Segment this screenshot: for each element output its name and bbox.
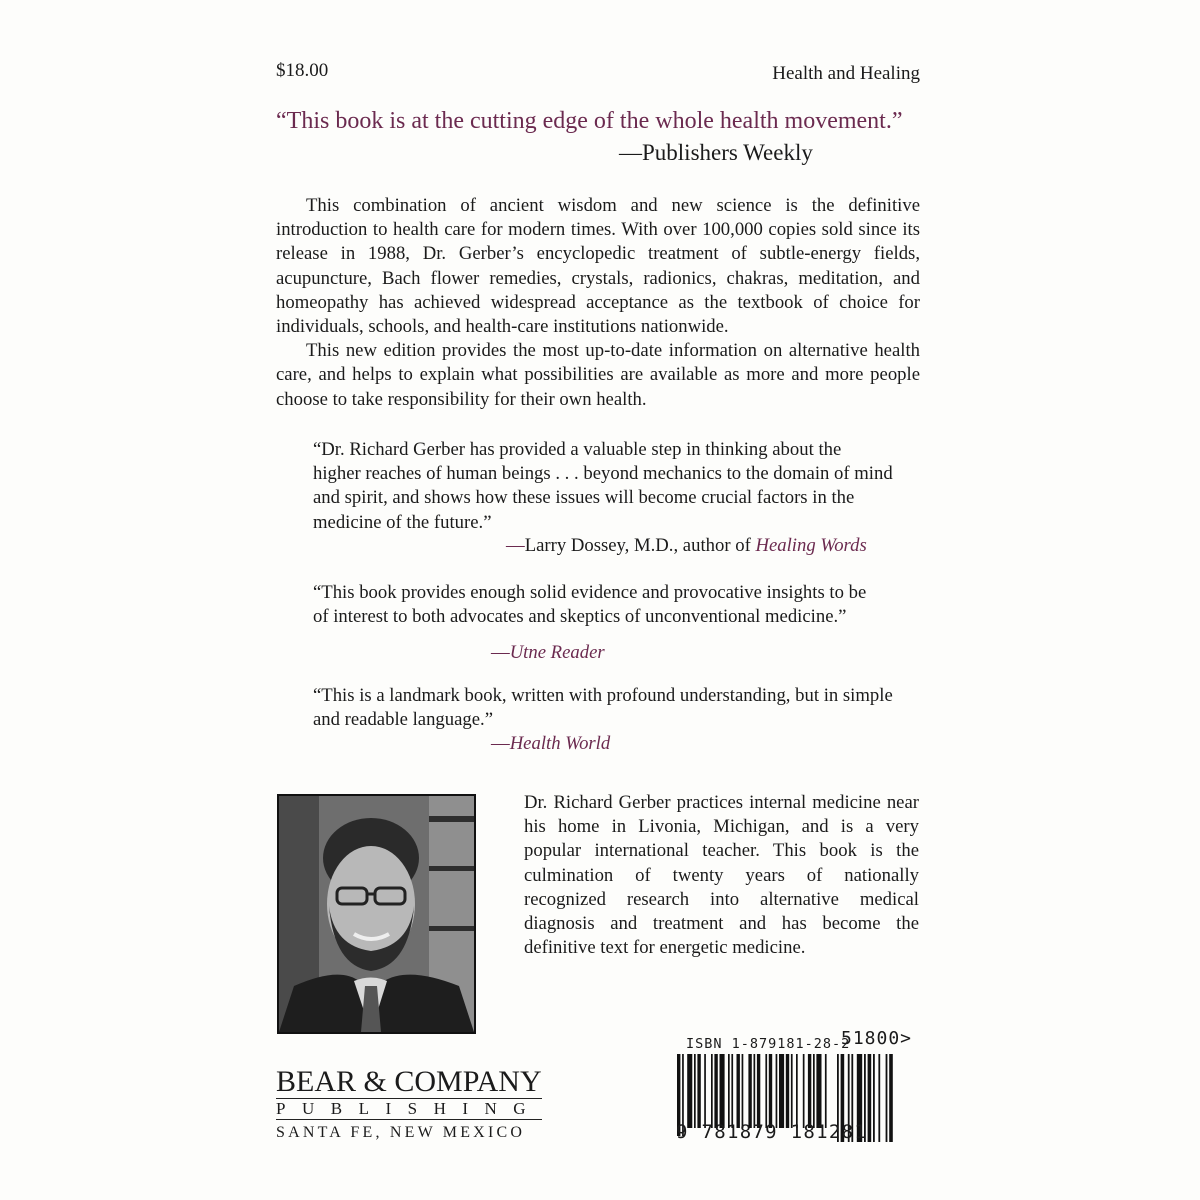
barcode-bar [687, 1054, 692, 1128]
description [276, 194, 920, 412]
barcode-bar [754, 1054, 756, 1128]
barcode-bar [786, 1054, 789, 1128]
review-text: “This is a landmark book, written with profound understanding, but in simple and readable language.” [313, 685, 893, 731]
barcode-bar [711, 1054, 713, 1128]
barcode-bar [697, 1054, 700, 1128]
publisher-name: BEAR & COMPANY [276, 1065, 542, 1098]
barcode-bar [808, 1054, 811, 1128]
description-paragraph-2: This new edition provides the most up-to-date information on alternative health care, and helps to explain what possibilities are available as more and more people choose to take responsibility for their own health. [276, 340, 920, 410]
isbn-label: ISBN 1-879181-28-2 [686, 1036, 851, 1052]
author-photo [277, 794, 476, 1034]
barcode-bar [742, 1054, 744, 1128]
barcode-bar [791, 1054, 793, 1128]
attribution-work: Utne Reader [509, 642, 605, 663]
barcode-number: 9 781879 181281 [676, 1121, 868, 1143]
attribution-dash: — [491, 733, 510, 754]
attribution-dash: — [506, 535, 525, 556]
review-text: “Dr. Richard Gerber has provided a valuable step in thinking about the higher reaches of human beings . . . beyond mechanics to the domain of mind and spirit, and shows how these issues will become crucial factors in the medicine of the future.” [313, 439, 893, 533]
barcode-bar [779, 1054, 784, 1128]
barcode-bar [728, 1054, 730, 1128]
review-health-world [313, 684, 893, 754]
pull-quote-source: —Publishers Weekly [619, 140, 813, 165]
attribution-dash: — [491, 642, 510, 663]
attribution-work: Health World [509, 733, 611, 754]
publisher-subtitle: PUBLISHING [276, 1099, 543, 1118]
review-attribution [491, 732, 610, 756]
barcode-bar [737, 1054, 740, 1128]
barcode-bar [748, 1054, 751, 1128]
review-text: “This book provides enough solid evidence and provocative insights to be of interest to both advocates and skeptics of unconventional medicine.” [313, 582, 867, 628]
publisher-logo [276, 1066, 542, 1144]
barcode-bar [714, 1054, 717, 1128]
attribution-work: Healing Words [755, 535, 867, 556]
barcode-addon-bar [868, 1054, 872, 1142]
review-attribution [491, 641, 605, 665]
barcode-bar [704, 1054, 706, 1128]
barcode-addon-bar [886, 1054, 888, 1142]
barcode-bar [796, 1054, 798, 1128]
barcode-addon-bar [873, 1054, 875, 1142]
publisher-location: SANTA FE, NEW MEXICO [276, 1124, 526, 1141]
price-addon-number: 51800> [841, 1028, 913, 1049]
barcode-bar [769, 1054, 772, 1128]
barcode-addon-bar [889, 1054, 893, 1142]
category-label: Health and Healing [772, 63, 920, 84]
author-bio: Dr. Richard Gerber practices internal medicine near his home in Livonia, Michigan, and is a very popular international teacher. This book is the culmination of twenty years of nationally recognized research into alternative medical diagnosis and treatment and has become the definitive text for energetic medicine. [524, 792, 919, 959]
price: $18.00 [276, 60, 329, 81]
description-paragraph-1: This combination of ancient wisdom and new science is the definitive introduction to health care for modern times. With over 100,000 copies sold since its release in 1988, Dr. Gerber’s encyclopedic treatment of subtle-energy fields, acupuncture, Bach flower remedies, crystals, radionics, chakras, meditation, and homeopathy has achieved widespread acceptance as the textbook of choice for individuals, schools, and health-care institutions nationwide. [276, 195, 920, 338]
review-utne [313, 581, 873, 663]
barcode-bar [765, 1054, 767, 1128]
attribution-author: Larry Dossey, M.D., author of [524, 535, 756, 556]
barcode-bar [757, 1054, 760, 1128]
review-attribution [506, 534, 867, 558]
barcode-bar [803, 1054, 805, 1128]
barcode-bar [776, 1054, 778, 1128]
barcode-bar [816, 1054, 821, 1128]
barcode-bar [731, 1054, 733, 1128]
barcode-addon-bar [878, 1054, 880, 1142]
pull-quote: “This book is at the cutting edge of the whole health movement.” [276, 108, 903, 134]
barcode-bar [720, 1054, 725, 1128]
barcode-bar [813, 1054, 815, 1128]
barcode-bar [694, 1054, 696, 1128]
review-dossey [313, 438, 893, 556]
barcode-bar [825, 1054, 827, 1128]
